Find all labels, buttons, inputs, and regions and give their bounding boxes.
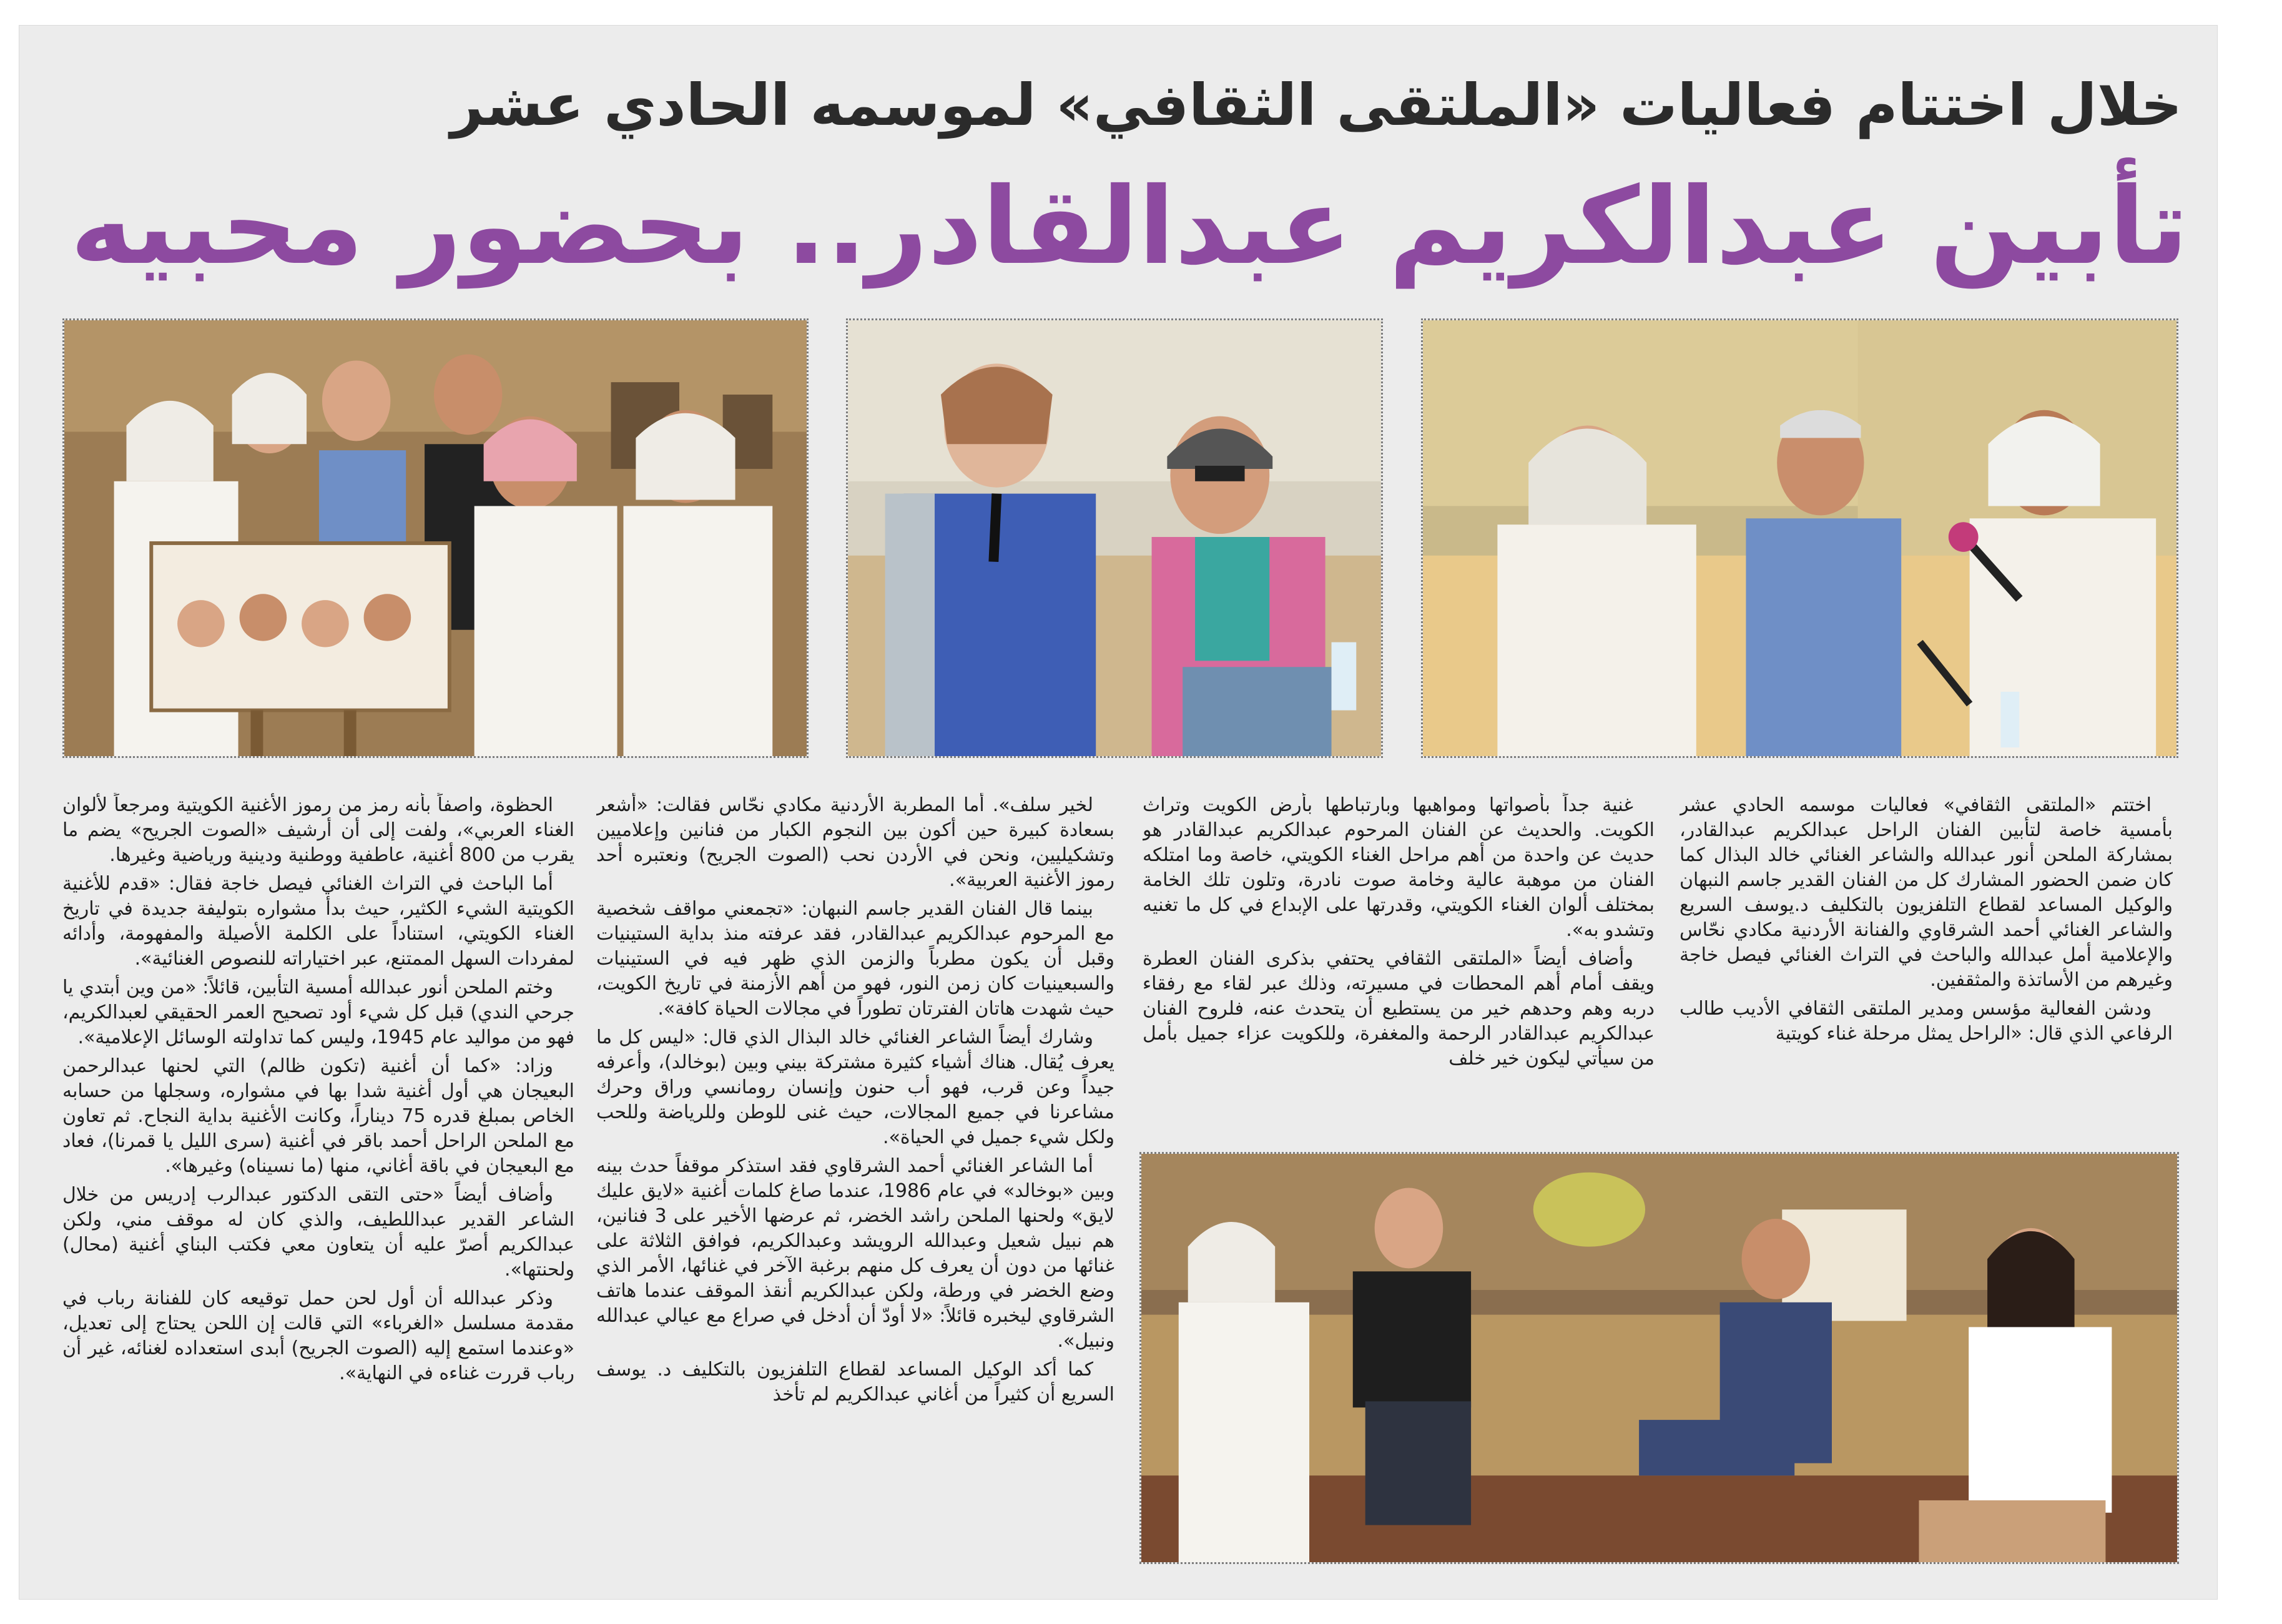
article-paragraph: كما أكد الوكيل المساعد لقطاع التلفزيون بالتكليف د. يوسف السريع أن كثيراً من أغاني عبدالكريم لم تأخذ — [596, 1359, 1114, 1405]
article-paragraph: بينما قال الفنان القدير جاسم النبهان: «تجمعني مواقف شخصية مع المرحوم عبدالكريم عبدالقادر، فقد عرفته منذ بداية الستينيات وقبل أن يكون مطرباً والزمن الذي ظهر فيه في الستينيات والسبعينيات كان زمن النور، فهو من أهم الأزمنة في تاريخ الكويت، حيث شهدت هاتان الفترتان تطوراً في مجالات الحياة كافة». — [596, 898, 1114, 1020]
article-paragraph: الحظوة، واصفاً بأنه رمز من رموز الأغنية الكويتية ومرجعاً لألوان الغناء العربي»، ولفت إلى أن أرشيف «الصوت الجريح» يضم ما يقرب من 800 أغنية، عاطفية ووطنية ودينية ورياضية وغيرها. — [62, 794, 574, 866]
sub-headline: خلال اختتام فعاليات «الملتقى الثقافي» لموسمه الحادي عشر — [450, 72, 2182, 139]
article-paragraph: أما الشاعر الغنائي أحمد الشرقاوي فقد استذكر موقفاً حدث بينه وبين «بوخالد» في عام 1986، عندما صاغ كلمات أغنية «لايق عليك لايق» ولحنها الملحن راشد الخضر، ثم عرضها الأخير على 3 فنانين، هم نبيل شعيل وعبدالله الرويشد وعبدالكريم، فوافق الثلاثة على غنائها من دون أن يعرف كل منهم برغبة الآخر في غنائها، الأمر الذي وضع الخضر في ورطة، ولكن عبدالكريم أنقذ الموقف عندما هاتف الشرقاوي ليخبره قائلاً: «لا أودّ أن أدخل في صراع مع عيالي عبدالله ونبيل». — [596, 1155, 1114, 1352]
article-paragraph: ودشن الفعالية مؤسس ومدير الملتقى الثقافي الأديب طالب الرفاعي الذي قال: «الراحل يمثل مرحلة غناء كويتية — [1680, 998, 2173, 1045]
main-headline: تأبين عبدالكريم عبدالقادر.. بحضور محبيه — [70, 165, 2188, 288]
article-column-1 — [1680, 793, 2173, 1567]
article-paragraph: وختم الملحن أنور عبدالله أمسية التأبين، قائلاً: «من وين أبتدي يا جرحي الندي) قبل كل شيء أود تصحيح العمر الحقيقي لعبدالكريم، فهو من مواليد عام 1945، وليس كما تداولته الوسائل الإعلامية». — [62, 977, 574, 1048]
article-paragraph: غنية جداً بأصواتها ومواهبها وبارتباطها بأرض الكويت وتراث الكويت. والحديث عن الفنان المرحوم عبدالكريم عبدالقادر هو حديث عن واحدة من أهم مراحل الغناء الكويتي، خاصة وما امتلكه الفنان من موهبة عالية وخامة صوت نادرة، وتلون تلك الخامة بمختلف ألوان الغناء الكويتي، وقدرتها على الإبداع في كل ما تغنيه وتشدو به». — [1143, 794, 1655, 941]
article-paragraph: اختتم «الملتقى الثقافي» فعاليات موسمه الحادي عشر بأمسية خاصة لتأبين الفنان الراحل عبدالكريم عبدالقادر، بمشاركة الملحن أنور عبدالله والشاعر الغنائي خالد البذال كما كان ضمن الحضور المشارك كل من الفنان القدير جاسم النبهان والوكيل المساعد لقطاع التلفزيون بالتكليف د.يوسف السريع والشاعر الغنائي أحمد الشرقاوي والفنانة الأردنية مكادي نحّاس والإعلامية أمل عبدالله والباحث في التراث الغنائي فيصل خاجة وغيرهم من الأساتذة والمثقفين. — [1680, 794, 2173, 991]
article-column-2 — [1143, 793, 1655, 1130]
article-paragraph: أما الباحث في التراث الغنائي فيصل خاجة فقال: «قدم للأغنية الكويتية الشيء الكثير، حيث بدأ مشواره بتوليفة جديدة في تاريخ الغناء الكويتي، استناداً على الكلمة الأصيلة والمفهومة، وأدائه لمفردات السهل الممتنع، عبر اختياراته للنصوص الغنائية». — [62, 873, 574, 970]
article-paragraph: وأضاف أيضاً «الملتقى الثقافي يحتفي بذكرى الفنان العطرة ويقف أمام أهم المحطات في مسيرته، وذلك عبر لقاء مع رفقاء دربه وهم وحدهم خير من يستطيع أن يتحدث عنه، فلروح الفنان عبدالكريم عبدالقادر الرحمة والمغفرة، وللكويت عزاء جميل بأمل من سيأتي ليكون خير خلف — [1143, 948, 1655, 1070]
panel-photo — [1421, 318, 2178, 758]
article-paragraph: لخير سلف». أما المطربة الأردنية مكادي نحّاس فقالت: «أشعر بسعادة كبيرة حين أكون بين النجوم الكبار من فنانين وإعلاميين وتشكيليين، ونحن في الأردن نحب (الصوت الجريح) ونعتبره أحد رموز الأغنية العربية». — [596, 794, 1114, 891]
painting-photo — [62, 318, 809, 758]
article-paragraph: وشارك أيضاً الشاعر الغنائي خالد البذال الذي قال: «ليس كل ما يعرف يُقال. هناك أشياء كثيرة مشتركة بيني وبين (بوخالد)، وأعرفه جيداً وعن قرب، فهو أب حنون وإنسان رومانسي وراق وحرك مشاعرنا في جميع المجالات، حيث غنى للوطن وللرياضة وللحب ولكل شيء جميل في الحياة». — [596, 1026, 1114, 1148]
speakers-photo — [846, 318, 1383, 758]
article-paragraph: وذكر عبدالله أن أول لحن حمل توقيعه كان للفنانة رباب في مقدمة مسلسل «الغرباء» التي قالت إن اللحن يحتاج إلى تعديل، «وعندما استمع إليه (الصوت الجريح) أبدى استعداده لغنائه، غير أن رباب قررت غناءه في النهاية». — [62, 1287, 574, 1384]
article-column-3 — [596, 793, 1114, 1567]
article-column-4 — [62, 793, 574, 1567]
article-paragraph: وأضاف أيضاً «حتى التقى الدكتور عبدالرب إدريس من خلال الشاعر القدير عبداللطيف، والذي كان له موقف مني، ولكن عبدالكريم أصرّ عليه أن يتعاون معي فكتب البناي أغنية (محال) ولحنتها». — [62, 1184, 574, 1281]
article-paragraph: وزاد: «كما أن أغنية (تكون ظالم) التي لحنها عبدالرحمن البعيجان هي أول أغنية شدا بها في مشواره، وسجلها من حسابه الخاص بمبلغ قدره 75 ديناراً، وكانت الأغنية بداية النجاح. ثم تعاون مع الملحن الراحل أحمد باقر في أغنية (سرى الليل يا قمرنا)، فعاد مع البعيجان في باقة أغاني، منها (ما نسيناه) وغيرها». — [62, 1055, 574, 1177]
